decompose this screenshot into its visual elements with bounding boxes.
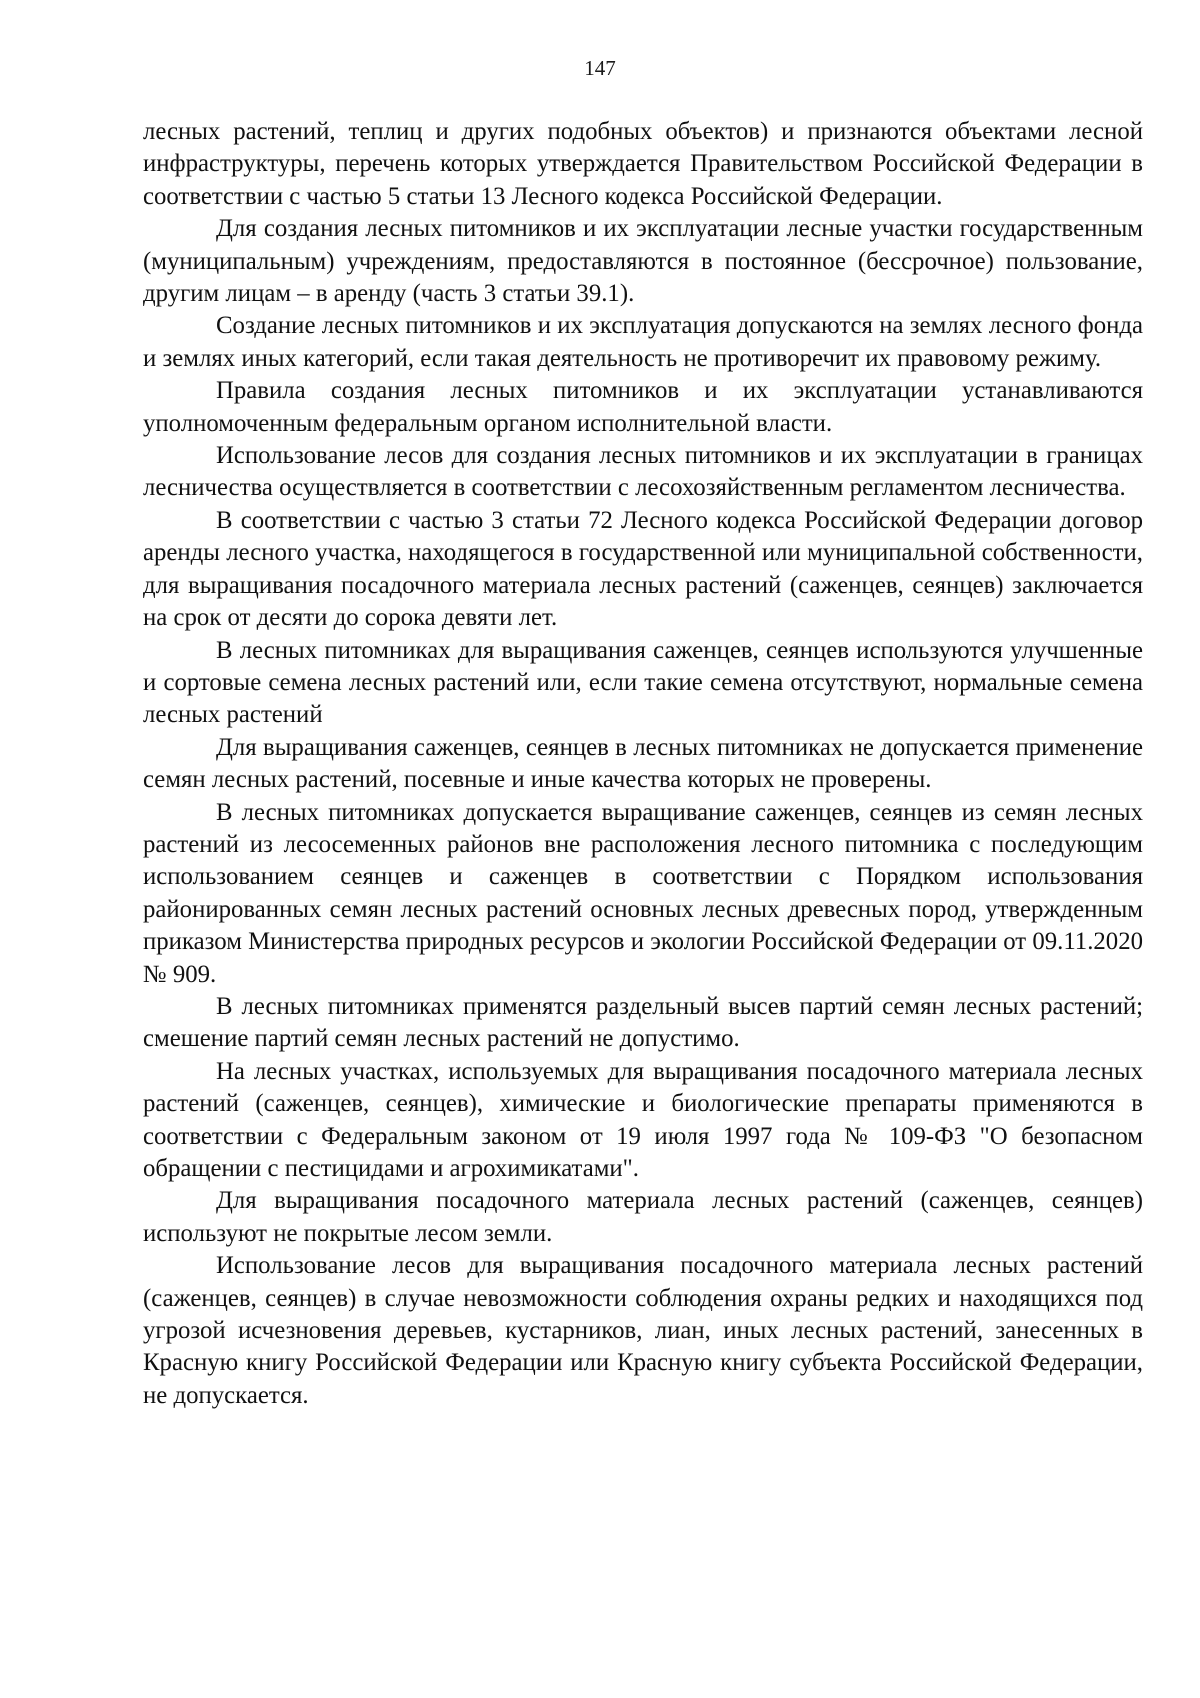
paragraph-9: В лесных питомниках допускается выращивание саженцев, сеянцев из семян лесных растений из лесосеменных районов вне расположения лесного питомника с последующим использованием сеянцев и саженцев в соответствии с Порядком использования районированных семян лесных растений основных лесных древесных пород, утвержденным приказом Министерства природных ресурсов и экологии Российской Федерации от 09.11.2020 № 909. bbox=[143, 798, 1143, 988]
paragraph-5: Использование лесов для создания лесных питомников и их эксплуатации в границах лесничества осуществляется в соответствии с лесохозяйственным регламентом лесничества. bbox=[143, 442, 1143, 502]
paragraph-12: Для выращивания посадочного материала лесных растений (саженцев, сеянцев) используют не покрытые лесом земли. bbox=[143, 1187, 1143, 1247]
paragraph-8: Для выращивания саженцев, сеянцев в лесных питомниках не допускается применение семян лесных растений, посевные и иные качества которых не проверены. bbox=[143, 733, 1143, 794]
paragraph-13: Использование лесов для выращивания посадочного материала лесных растений (саженцев, сеянцев) в случае невозможности соблюдения охраны редких и находящихся под угрозой исчезновения деревьев, кустарников, лиан, иных лесных растений, занесенных в Красную книгу Российской Федерации или Красную книгу субъекта Российской Федерации, не допускается. bbox=[143, 1252, 1143, 1409]
paragraph-6: В соответствии с частью 3 статьи 72 Лесного кодекса Российской Федерации договор аренды лесного участка, находящегося в государственной или муниципальной собственности, для выращивания посадочного материала лесных растений (саженцев, сеянцев) заключается на срок от десяти до сорока девяти лет. bbox=[143, 506, 1143, 632]
paragraph-4: Правила создания лесных питомников и их эксплуатации устанавливаются уполномоченным федеральным органом исполнительной власти. bbox=[143, 377, 1143, 437]
paragraph-7: В лесных питомниках для выращивания саженцев, сеянцев используются улучшенные и сортовые семена лесных растений или, если такие семена отсутствуют, нормальные семена лесных растений bbox=[143, 636, 1143, 729]
paragraph-2: Для создания лесных питомников и их эксплуатации лесные участки государственным (муниципальным) учреждениям, предоставляются в постоянное (бессрочное) пользование, другим лицам – в аренду (часть 3 статьи 39.1). bbox=[143, 215, 1143, 308]
paragraph-11: На лесных участках, используемых для выращивания посадочного материала лесных растений (саженцев, сеянцев), химические и биологические препараты применяются в соответствии с Федеральным законом от 19 июля 1997 года № 109-ФЗ "О безопасном обращении с пестицидами и агрохимикатами". bbox=[143, 1057, 1143, 1182]
paragraph-10: В лесных питомниках применятся раздельный высев партий семян лесных растений; смешение партий семян лесных растений не допустимо. bbox=[143, 992, 1143, 1053]
document-body bbox=[143, 116, 1143, 1412]
page-number: 147 bbox=[584, 56, 616, 80]
paragraph-3: Создание лесных питомников и их эксплуатация допускаются на землях лесного фонда и землях иных категорий, если такая деятельность не противоречит их правовому режиму. bbox=[143, 312, 1143, 372]
paragraph-1: лесных растений, теплиц и других подобных объектов) и признаются объектами лесной инфраструктуры, перечень которых утверждается Правительством Российской Федерации в соответствии с частью 5 статьи 13 Лесного кодекса Российской Федерации. bbox=[143, 118, 1143, 210]
